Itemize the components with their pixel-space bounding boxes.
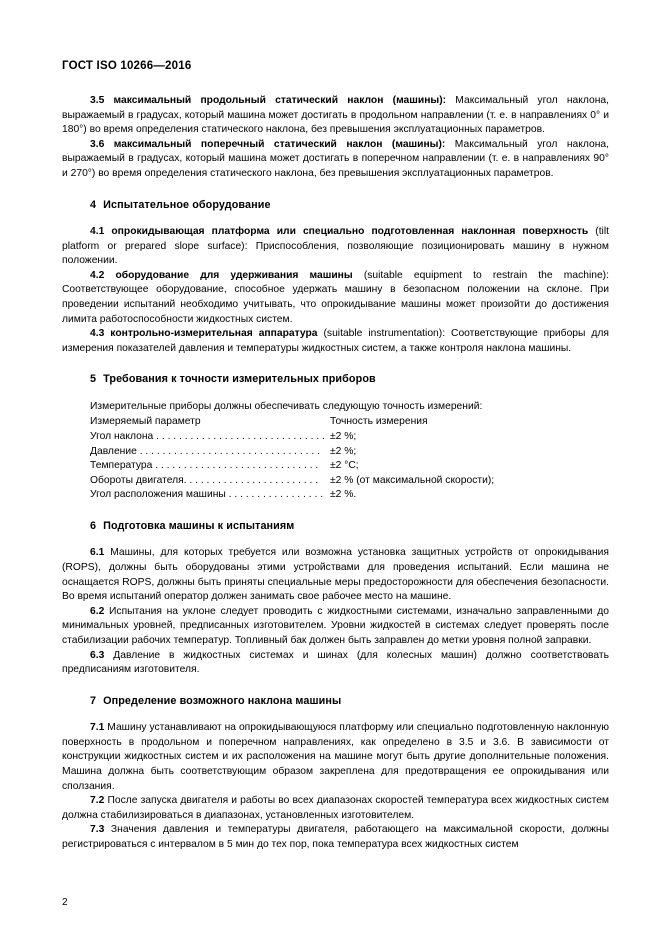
cell-accuracy: ±2 %;: [330, 431, 357, 443]
clause-number: 4.2: [90, 269, 105, 281]
clause-number: 7.3: [90, 824, 105, 836]
clause-number: 6.1: [90, 547, 105, 559]
section-title: Требования к точности измерительных приборов: [103, 373, 376, 386]
clause-text: После запуска двигателя и работы во всех диапазонах скоростей температура всех жидкостных систем должна стабилизироваться в диапазонах, установленных изготовителем.: [62, 795, 609, 821]
cell-accuracy: ±2 %.: [330, 489, 357, 501]
section-title: Подготовка машины к испытаниям: [103, 520, 295, 533]
clause-term: оборудование для удерживания машины: [115, 269, 353, 281]
section-title: Определение возможного наклона машины: [103, 694, 342, 707]
section-number: 7: [90, 694, 97, 707]
column-header-accuracy: Точность измерения: [330, 416, 428, 428]
clause-number: 3.6: [90, 138, 105, 150]
section-heading-6: [62, 519, 609, 534]
measurement-accuracy-table: [62, 415, 609, 503]
clause-3-5: [62, 94, 609, 138]
table-header-row: [90, 415, 609, 430]
section-number: 6: [90, 520, 97, 533]
section-heading-7: [62, 694, 609, 709]
clause-text: Машины, для которых требуется или возможна установка защитных устройств от опрокидывания (ROPS), должны быть оборудованы этими устройствами для проведения испытаний. Если машина не оснащается ROPS, должны быть приняты специальные меры предосторожности для обеспечения безопасности. Во время испытаний оператор должен занимать свое рабочее место на машине.: [62, 547, 609, 603]
section-number: 4: [90, 198, 97, 211]
cell-parameter: Угол расположения машины . . . . . . . . . . . . . . . . .: [90, 489, 324, 501]
section-heading-5: [62, 372, 609, 387]
clause-7-3: [62, 823, 609, 852]
clause-text: Значения давления и температуры двигателя, работающего на максимальной скорости, должны регистрироваться с интервалом в 5 мин до тех пор, пока температура всех жидкостных систем: [62, 824, 609, 851]
cell-accuracy: ±2 °C;: [330, 460, 359, 472]
clause-3-6: [62, 138, 609, 182]
cell-accuracy: ±2 % (от максимальной скорости);: [330, 474, 495, 486]
cell-parameter: Температура . . . . . . . . . . . . . . . . . . . . . . . . . . . . .: [90, 460, 319, 472]
clause-text: (suitable equipment to restrain the machine): Соответствующее оборудование, способное удержать машину в безопасном положении на склоне. При проведении испытаний необходимо учитывать, что опрокидывание машины может произойти до достижения лимита работоспособности жидкостных систем.: [62, 269, 609, 325]
clause-text: Максимальный угол наклона, выражаемый в градусах, который машина может достигать в продольном направлении (т. е. в направлениях 0° и 180°) во время определения статического наклона, без превышения эксплуатационных параметров.: [62, 95, 609, 136]
clause-text: Испытания на уклоне следует проводить с жидкостными системами, изначально заправленными до минимальных уровней, предписанных изготовителем. Уровни жидкостей в системах следует проверять после стабилизации рабочих температур. Топливный бак должен быть заправлен до метки уровня полной заправки.: [62, 605, 609, 647]
clause-4-3: [62, 327, 609, 356]
clause-number: 7.1: [90, 722, 105, 734]
clause-number: 3.5: [90, 95, 105, 106]
clause-text: Давление в жидкостных системах и шинах (для колесных машин) должно соответствовать предписаниям изготовителя.: [62, 649, 609, 676]
clause-6-2: [62, 605, 609, 649]
clause-7-1: [62, 721, 609, 794]
cell-parameter: Обороты двигателя. . . . . . . . . . . . . . . . . . . . . . . .: [90, 474, 319, 486]
clause-text: Максимальный угол наклона, выражаемый в градусах, который машина может достигать в поперечном направлении (т. е. в направлениях 90° и 270°) во время определения статического наклона, без превышения эксплуатационных параметров.: [62, 138, 609, 180]
cell-parameter: Угол наклона . . . . . . . . . . . . . . . . . . . . . . . . . . . . . .: [90, 431, 325, 443]
clause-term: контрольно-измерительная аппаратура: [110, 328, 318, 340]
clause-number: 4.3: [90, 328, 105, 340]
section-heading-4: [62, 198, 609, 213]
table-row: [90, 430, 609, 445]
clause-number: 6.2: [90, 605, 105, 617]
clause-6-3: [62, 649, 609, 678]
section-5-intro: Измерительные приборы должны обеспечивать следующую точность измерений:: [90, 400, 483, 412]
cell-accuracy: ±2 %;: [330, 445, 357, 457]
table-row: [90, 488, 609, 503]
clause-number: 6.3: [90, 649, 105, 661]
cell-parameter: Давление . . . . . . . . . . . . . . . . . . . . . . . . . . . . . . . .: [90, 445, 320, 457]
clause-term: максимальный поперечный статический наклон (машины):: [113, 138, 446, 150]
clause-7-2: [62, 794, 609, 823]
clause-text: (suitable instrumentation): Соответствующие приборы для измерения показателей давления и температуры жидкостных систем, а также контроля наклона машины.: [62, 328, 609, 354]
table-row: [90, 474, 609, 489]
document-body: [62, 94, 609, 853]
clause-term: опрокидывающая платформа или специально подготовленная наклонная поверхность: [111, 225, 589, 237]
table-row: [90, 445, 609, 460]
clause-term: максимальный продольный статический наклон (машины):: [113, 95, 447, 106]
clause-4-2: [62, 269, 609, 327]
section-title: Испытательное оборудование: [103, 198, 271, 211]
column-header-parameter: Измеряемый параметр: [90, 416, 201, 428]
clause-4-1: [62, 225, 609, 269]
clause-number: 4.1: [90, 225, 105, 237]
page-number: 2: [62, 897, 68, 908]
page-header: ГОСТ ISO 10266—2016: [62, 60, 192, 72]
clause-6-1: [62, 546, 609, 604]
clause-text: Машину устанавливают на опрокидывающуюся платформу или специально подготовленную наклонную поверхность в продольном и поперечном направлениях, как определено в 3.5 и 3.6. В зависимости от конструкции жидкостных систем и их расположения на машине могут быть другие дополнительные положения. Машина должна быть соответствующим образом закреплена для предотвращения ее опрокидывания или сползания.: [62, 722, 609, 792]
section-number: 5: [90, 373, 97, 386]
clause-number: 7.2: [90, 795, 105, 807]
table-row: [90, 459, 609, 474]
clause-text: (tilt platform or prepared slope surface): Приспособления, позволяющие позиционировать машину в нужном положении.: [62, 225, 609, 267]
